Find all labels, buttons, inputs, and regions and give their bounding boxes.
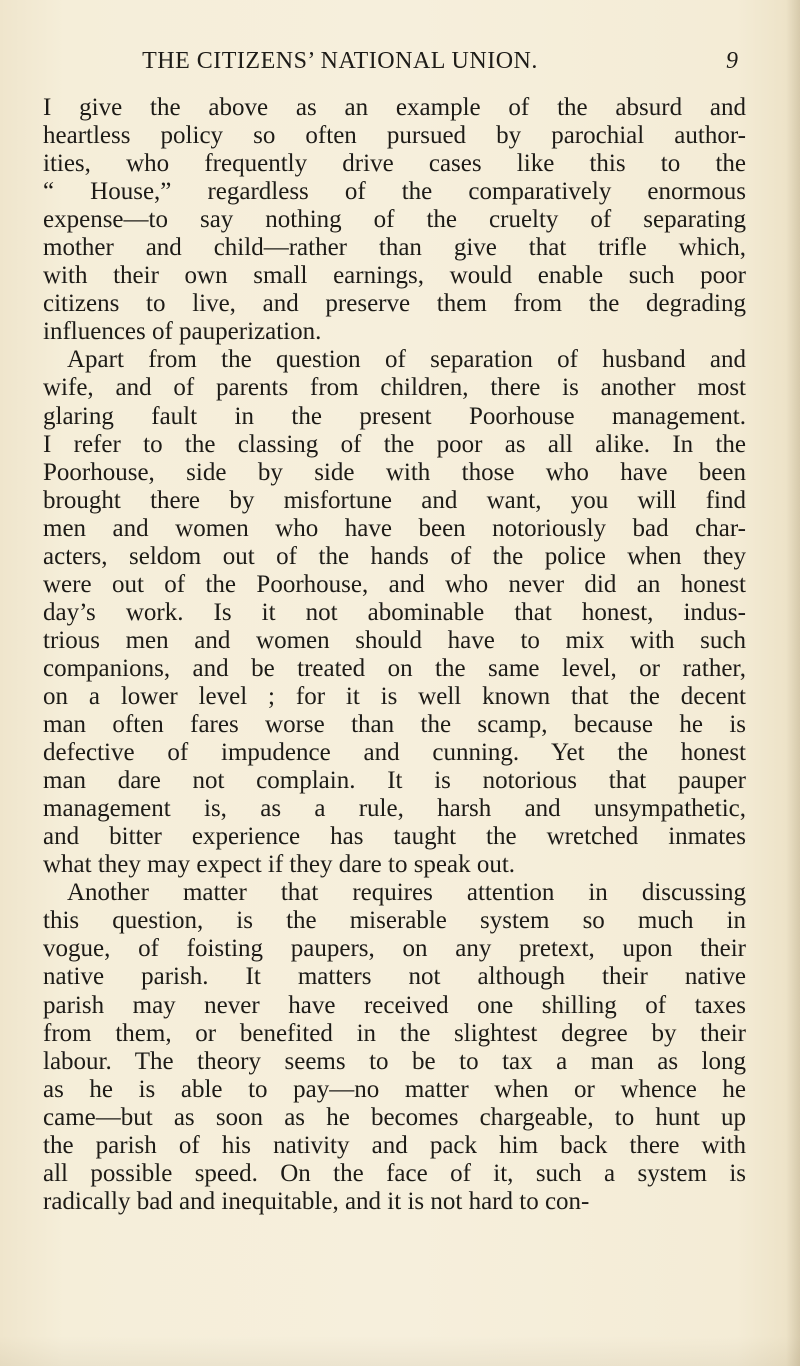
text-line: came—but as soon as he becomes chargeable, to hunt up xyxy=(43,1103,746,1131)
text-line: vogue, of foisting paupers, on any pretext, upon their xyxy=(43,935,746,963)
text-line: brought there by misfortune and want, you will find xyxy=(43,486,746,514)
paragraph xyxy=(43,346,746,879)
text-line: defective of impudence and cunning. Yet the honest xyxy=(43,739,746,767)
page-bottom-shadow xyxy=(0,1336,800,1366)
text-line: from them, or benefited in the slightest degree by their xyxy=(43,1019,746,1047)
text-line: glaring fault in the present Poorhouse management. xyxy=(43,402,746,430)
text-line: parish may never have received one shilling of taxes xyxy=(43,991,746,1019)
text-line: man dare not complain. It is notorious that pauper xyxy=(43,767,746,795)
text-line: with their own small earnings, would enable such poor xyxy=(43,262,746,290)
text-line: day’s work. Is it not abominable that honest, indus- xyxy=(43,598,746,626)
text-line: citizens to live, and preserve them from the degrading xyxy=(43,290,746,318)
page-number: 9 xyxy=(726,48,738,74)
text-line: this question, is the miserable system so much in xyxy=(43,907,746,935)
text-line: Poorhouse, side by side with those who have been xyxy=(43,458,746,486)
text-line: and bitter experience has taught the wretched inmates xyxy=(43,823,746,851)
text-line: what they may expect if they dare to speak out. xyxy=(43,851,516,879)
text-line: Another matter that requires attention in discussing xyxy=(67,879,746,907)
text-line: men and women who have been notoriously bad char- xyxy=(43,514,746,542)
running-title: THE CITIZENS’ NATIONAL UNION. xyxy=(142,48,538,74)
text-line: ities, who frequently drive cases like this to the xyxy=(43,150,746,178)
text-line: expense—to say nothing of the cruelty of separating xyxy=(43,206,746,234)
text-line: Apart from the question of separation of husband and xyxy=(67,346,746,374)
paragraph xyxy=(43,94,746,346)
text-line: I give the above as an example of the absurd and xyxy=(43,94,746,121)
text-line: I refer to the classing of the poor as all alike. In the xyxy=(43,430,746,458)
text-line: mother and child—rather than give that trifle which, xyxy=(43,234,746,262)
body-text xyxy=(43,94,746,1216)
text-line: “ House,” regardless of the comparatively enormous xyxy=(43,178,746,206)
text-line: as he is able to pay—no matter when or whence he xyxy=(43,1075,746,1103)
paragraph xyxy=(43,879,746,1216)
text-line: acters, seldom out of the hands of the police when they xyxy=(43,542,746,570)
text-line: radically bad and inequitable, and it is not hard to con- xyxy=(43,1187,590,1215)
text-line: native parish. It matters not although their native xyxy=(43,963,746,991)
text-line: trious men and women should have to mix with such xyxy=(43,626,746,654)
text-line: labour. The theory seems to be to tax a man as long xyxy=(43,1047,746,1075)
text-line: wife, and of parents from children, there is another most xyxy=(43,374,746,402)
text-line: on a lower level ; for it is well known that the decent xyxy=(43,682,746,710)
text-line: management is, as a rule, harsh and unsympathetic, xyxy=(43,795,746,823)
text-line: man often fares worse than the scamp, because he is xyxy=(43,711,746,739)
text-line: the parish of his nativity and pack him back there with xyxy=(43,1131,746,1159)
text-line: influences of pauperization. xyxy=(43,318,322,346)
page-header xyxy=(0,48,800,88)
text-line: companions, and be treated on the same level, or rather, xyxy=(43,654,746,682)
text-line: were out of the Poorhouse, and who never did an honest xyxy=(43,570,746,598)
text-line: all possible speed. On the face of it, such a system is xyxy=(43,1159,746,1187)
page-edge-shadow xyxy=(786,0,800,1366)
text-line: heartless policy so often pursued by parochial author- xyxy=(43,122,746,150)
